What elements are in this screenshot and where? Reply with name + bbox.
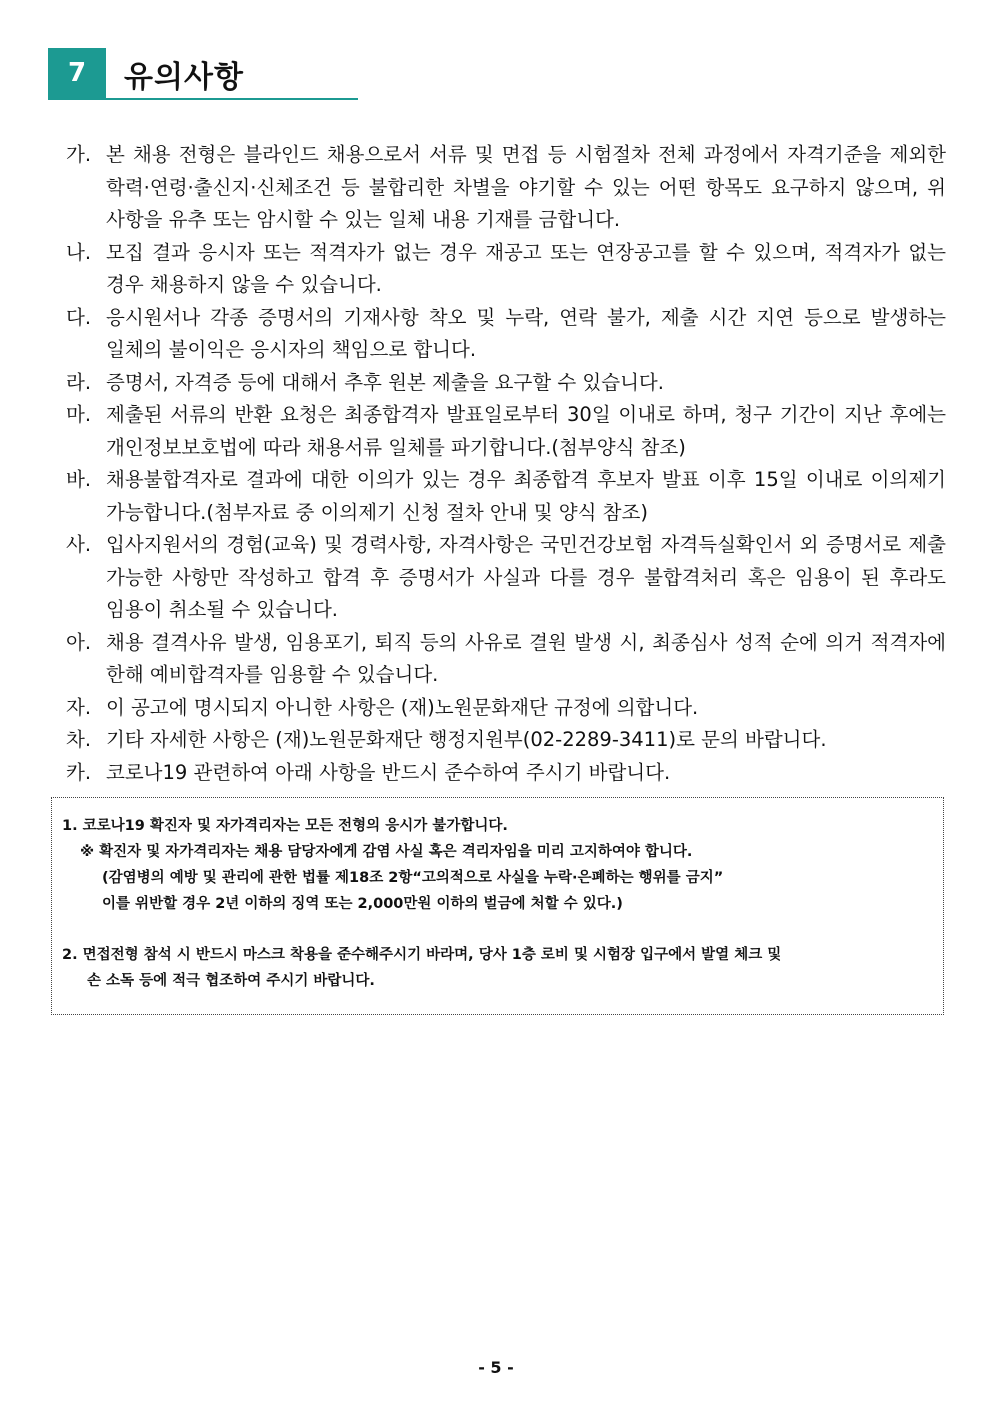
item-text: 채용불합격자로 결과에 대한 이의가 있는 경우 최종합격 후보자 발표 이후 15일 이내로 이의제기 가능합니다.(첨부자료 중 이의제기 신청 절차 안내 및 양식 참조) [106,468,946,524]
item-text: 본 채용 전형은 블라인드 채용으로서 서류 및 면접 등 시험절차 전체 과정에서 자격기준을 제외한 학력·연령·출신지·신체조건 등 불합리한 차별을 야기할 수 있는 어떤 항목도 요구하지 않으며, 위 사항을 유추 또는 암시할 수 있는 일체 내용 기재를 금합니다. [106,143,946,231]
item-mark: 마. [66,403,92,426]
item-mark: 다. [66,305,92,329]
section-underline [48,98,358,100]
item-text: 입사지원서의 경험(교육) 및 경력사항, 자격사항은 국민건강보험 자격득실확인서 외 증명서로 제출 가능한 사항만 작성하고 합격 후 증명서가 사실과 다를 경우 불합격처리 혹은 임용이 된 후라도 임용이 취소될 수 있습니다. [106,533,946,621]
item-text: 제출된 서류의 반환 요청은 최종합격자 발표일로부터 30일 이내로 하며, 청구 기간이 지난 후에는 개인정보보호법에 따라 채용서류 일체를 파기합니다.(첨부양식 참조) [106,403,946,459]
list-item [66,757,946,790]
item-mark: 라. [66,370,92,394]
item-text: 이 공고에 명시되지 아니한 사항은 (재)노원문화재단 규정에 의합니다. [106,695,699,719]
notice-line: 이를 위반할 경우 2년 이하의 징역 또는 2,000만원 이하의 벌금에 처할 수 있다.) [102,896,623,912]
item-text: 기타 자세한 사항은 (재)노원문화재단 행정지원부(02-2289-3411)로 문의 바랍니다. [106,728,827,751]
item-text: 채용 결격사유 발생, 임용포기, 퇴직 등의 사유로 결원 발생 시, 최종심사 성적 순에 의거 적격자에 한해 예비합격자를 임용할 수 있습니다. [106,630,946,686]
page-number: - 5 - [478,1358,514,1377]
list-item [66,529,946,627]
list-item [66,302,946,367]
item-mark: 자. [66,695,92,719]
item-mark: 나. [66,240,92,264]
notice-spacer [62,917,931,942]
section-title: 유의사항 [124,60,244,95]
list-item [66,464,946,529]
notice-line: (감염병의 예방 및 관리에 관한 법률 제18조 2항“고의적으로 사실을 누락·은폐하는 행위를 금지” [102,870,724,886]
item-mark: 가. [66,143,92,166]
section-number: 7 [48,48,106,98]
item-mark: 아. [66,630,92,654]
item-mark: 바. [66,468,92,491]
section-header [48,48,358,100]
list-item [66,692,946,725]
notice-line: 1. 코로나19 확진자 및 자가격리자는 모든 전형의 응시가 불가합니다. [62,818,508,834]
item-text: 코로나19 관련하여 아래 사항을 반드시 준수하여 주시기 바랍니다. [106,760,671,784]
list-item [66,399,946,464]
list-item [66,724,946,757]
list-item [66,139,946,237]
item-mark: 차. [66,728,92,751]
item-text: 증명서, 자격증 등에 대해서 추후 원본 제출을 요구할 수 있습니다. [106,370,664,394]
item-mark: 사. [66,533,92,556]
item-text: 응시원서나 각종 증명서의 기재사항 착오 및 누락, 연락 불가, 제출 시간 지연 등으로 발생하는 일체의 불이익은 응시자의 책임으로 합니다. [106,305,946,361]
list-item [66,367,946,400]
list-item [66,237,946,302]
covid-notice-box [51,797,944,1015]
notice-line: ※ 확진자 및 자가격리자는 채용 담당자에게 감염 사실 혹은 격리자임을 미리 고지하여야 합니다. [80,844,693,860]
notes-list [66,139,946,789]
item-text: 모집 결과 응시자 또는 적격자가 없는 경우 재공고 또는 연장공고를 할 수 있으며, 적격자가 없는 경우 채용하지 않을 수 있습니다. [106,240,946,296]
notice-line: 손 소독 등에 적극 협조하여 주시기 바랍니다. [87,973,375,989]
notice-line: 2. 면접전형 참석 시 반드시 마스크 착용을 준수해주시기 바라며, 당사 1층 로비 및 시험장 입구에서 발열 체크 및 [62,947,782,963]
item-mark: 카. [66,760,92,784]
list-item [66,627,946,692]
